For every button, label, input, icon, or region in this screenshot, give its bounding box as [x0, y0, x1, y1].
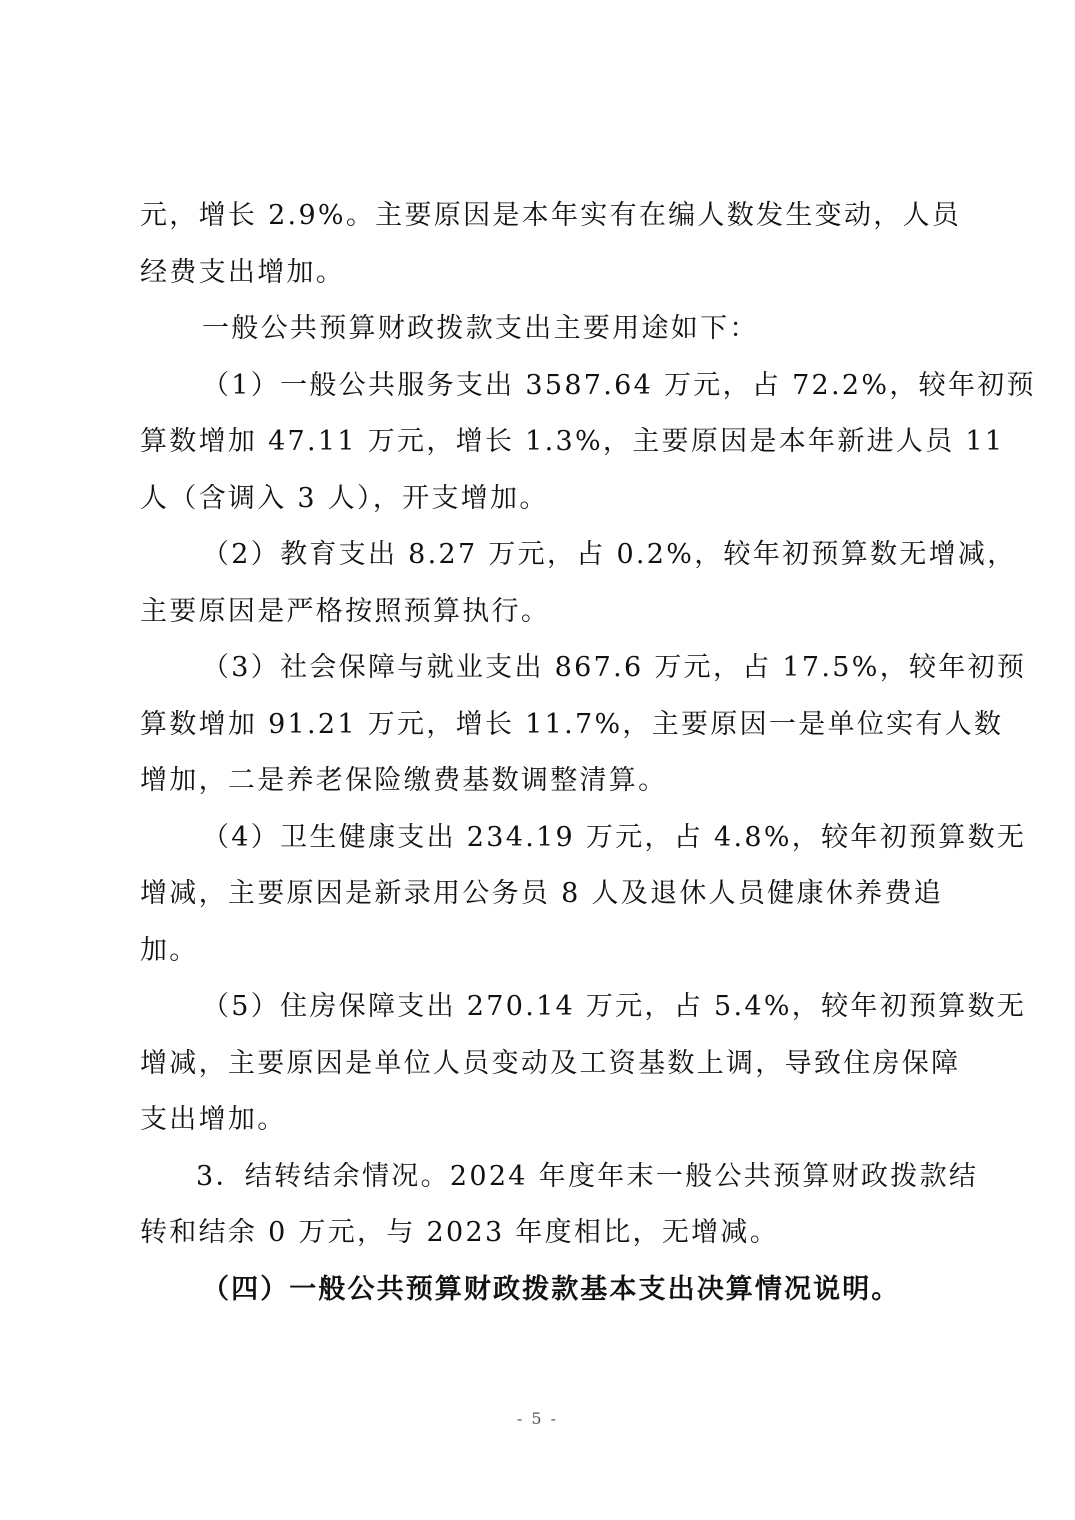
text-line: 主要原因是严格按照预算执行。	[140, 595, 551, 627]
text-line: 算数增加 47.11 万元，增长 1.3%，主要原因是本年新进人员 11	[140, 426, 1005, 457]
text-line: （2）教育支出 8.27 万元，占 0.2%，较年初预算数无增减，	[202, 539, 1017, 570]
paragraph-item-1-general-services	[140, 358, 1036, 528]
paragraph-item-3-social-security	[140, 640, 1027, 810]
text-line: 经费支出增加。	[140, 256, 346, 288]
text-line: （3）社会保障与就业支出 867.6 万元，占 17.5%，较年初预	[202, 652, 1027, 683]
paragraph-carryover-balance	[140, 1149, 979, 1262]
text-line: 增减，主要原因是新录用公务员 8 人及退休人员健康休养费追	[140, 878, 944, 909]
text-line: （1）一般公共服务支出 3587.64 万元，占 72.2%，较年初预	[202, 369, 1036, 401]
text-line: 转和结余 0 万元，与 2023 年度相比，无增减。	[140, 1217, 780, 1248]
text-line: （4）卫生健康支出 234.19 万元，占 4.8%，较年初预算数无	[202, 821, 1027, 853]
paragraph-item-5-housing	[140, 979, 1027, 1149]
text-line: 增减，主要原因是单位人员变动及工资基数上调，导致住房保障	[140, 1047, 961, 1079]
text-line: 增加，二是养老保险缴费基数调整清算。	[140, 765, 668, 796]
page-number: - 5 -	[516, 1409, 559, 1428]
text-line: 一般公共预算财政拨款支出主要用途如下：	[202, 313, 759, 344]
paragraph-item-2-education	[140, 527, 1017, 640]
section-heading: （四）一般公共预算财政拨款基本支出决算情况说明。	[202, 1273, 901, 1305]
text-line: 元，增长 2.9%。主要原因是本年实有在编人数发生变动，人员	[140, 200, 962, 231]
text-line: 3．结转结余情况。2024 年度年末一般公共预算财政拨款结	[196, 1160, 979, 1192]
paragraph-personnel-increase	[140, 188, 962, 301]
text-line: 算数增加 91.21 万元，增长 11.7%，主要原因一是单位实有人数	[140, 708, 1004, 740]
text-line: 支出增加。	[140, 1104, 287, 1135]
text-line: 人（含调入 3 人），开支增加。	[140, 482, 549, 514]
text-line: （5）住房保障支出 270.14 万元，占 5.4%，较年初预算数无	[202, 991, 1027, 1022]
paragraph-item-4-health	[140, 810, 1027, 980]
text-line: 加。	[140, 934, 199, 966]
paragraph-usage-intro	[140, 301, 940, 358]
document-body	[140, 188, 1036, 1318]
